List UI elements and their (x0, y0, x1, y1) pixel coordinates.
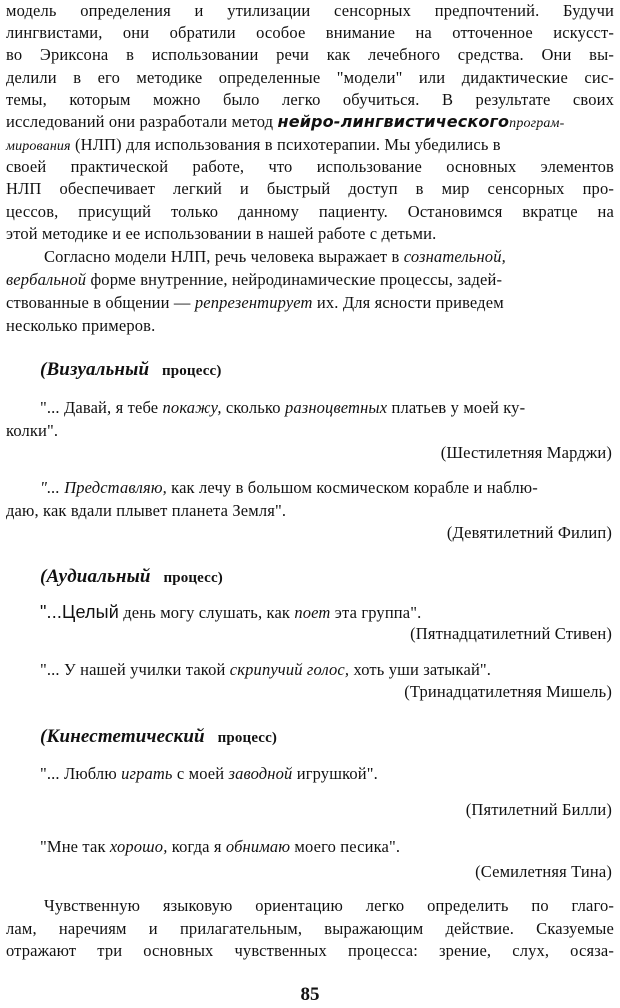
quote-text: как лечу в большом космическом корабле и наблю- (166, 478, 538, 497)
quote-text: "... Давай, я тебе (40, 398, 163, 417)
heading-main: (Аудиальный (40, 566, 151, 587)
section-heading-kinesthetic (40, 726, 620, 749)
italic-term: поет (294, 603, 331, 622)
italic-term: обнимаю (225, 837, 291, 856)
quote-text: "... У нашей училки такой (40, 660, 230, 679)
body-line: модель определения и утилизации сенсорных предпочтений. Будучи (6, 1, 614, 20)
body-line: темы, которым можно было легко обучиться. В результате своих (6, 90, 614, 109)
italic-term: мирования (6, 139, 71, 154)
italic-term: заводной (228, 764, 293, 783)
body-text: их. Для ясности приведем (312, 293, 504, 312)
quote-line: даю, как вдали плывет планета Земля". (6, 501, 287, 520)
quote-text: "... (40, 478, 65, 497)
body-line (6, 269, 614, 291)
italic-term: разноцветных (284, 398, 388, 417)
quote-author: (Девятилетний Филип) (446, 523, 612, 542)
quote-line (40, 477, 614, 499)
body-line: этой методике и ее использовании в нашей работе с детьми. (6, 224, 437, 243)
italic-term: играть (121, 764, 173, 783)
quote-text: игрушкой". (292, 764, 378, 783)
nlp-term: нейро-лингвистического (277, 112, 510, 131)
body-line: делили в его методике определенные "модели" или дидактические сис- (6, 68, 614, 87)
body-line (6, 134, 614, 158)
quote-emphasis: Целый (62, 602, 119, 622)
quote-text: когда я (167, 837, 226, 856)
body-line: отражают три основных чувственных процесса: зрение, слух, осяза- (6, 941, 614, 960)
body-line: лам, наречиям и прилагательным, выражающим действие. Сказуемые (6, 919, 614, 938)
quote-line (40, 836, 614, 858)
italic-term: вербальной (6, 270, 87, 289)
quote-text: "... (40, 602, 62, 622)
quote-author: (Тринадцатилетняя Мишель) (404, 682, 612, 701)
body-text: (НЛП) для использования в психотерапии. Мы убедились в (70, 135, 501, 154)
heading-tail: процесс) (162, 363, 222, 379)
body-line: своей практической работе, что использование основных элементов (6, 157, 614, 176)
quote-text: "... Люблю (40, 764, 122, 783)
body-text: исследований они разработали метод (6, 112, 278, 131)
quote-text: хоть уши затыкай". (349, 660, 492, 679)
section-heading-visual (40, 359, 620, 382)
italic-term: покажу, (162, 398, 222, 417)
quote-line (40, 659, 614, 681)
quote-text: платьев у моей ку- (387, 398, 526, 417)
body-line: во Эриксона в использовании речи как лечебного средства. Они вы- (6, 45, 614, 64)
italic-term: репрезентирует (194, 293, 313, 312)
quote-text: с моей (172, 764, 229, 783)
italic-term: сознательной, (403, 247, 506, 266)
quote-line: колки". (6, 421, 59, 440)
body-line: несколько примеров. (6, 316, 156, 335)
italic-term: Представляю, (64, 478, 167, 497)
heading-main: (Визуальный (40, 359, 150, 380)
body-line: Чувственную языковую ориентацию легко определить по глаго- (44, 896, 614, 915)
quote-text: сколько (221, 398, 285, 417)
quote-text: "Мне так (40, 837, 110, 856)
body-line (6, 292, 614, 314)
body-line (6, 111, 614, 135)
heading-tail: процесс) (163, 570, 223, 586)
quote-author: (Шестилетняя Марджи) (440, 443, 612, 462)
body-text: Согласно модели НЛП, речь человека выражает в (44, 247, 404, 266)
quote-text: моего песика". (290, 837, 401, 856)
quote-text: день могу слушать, как (118, 603, 295, 622)
quote-line (40, 397, 614, 419)
heading-main: (Кинестетический (40, 726, 205, 747)
body-line: цессов, присущий только данному пациенту. Остановимся вкратце на (6, 202, 614, 221)
body-line (44, 246, 614, 268)
section-heading-auditory (40, 566, 620, 589)
body-text: ствованные в общении — (6, 293, 195, 312)
italic-term: хорошо, (109, 837, 168, 856)
body-text: форме внутренние, нейродинамические процессы, задей- (86, 270, 503, 289)
italic-term: програм- (509, 116, 565, 131)
italic-term: скрипучий голос, (229, 660, 350, 679)
quote-text: эта группа". (330, 603, 422, 622)
quote-line (40, 601, 614, 624)
body-line: лингвистами, они обратили особое внимание на отточенное искусст- (6, 23, 614, 42)
body-line: НЛП обеспечивает легкий и быстрый доступ в мир сенсорных про- (6, 179, 614, 198)
quote-author: (Пятнадцатилетний Стивен) (410, 624, 612, 643)
quote-line (40, 763, 614, 785)
quote-author: (Пятилетний Билли) (465, 800, 612, 819)
heading-tail: процесс) (217, 730, 278, 746)
page-number: 85 (300, 984, 320, 1005)
quote-author: (Семилетняя Тина) (475, 862, 612, 881)
